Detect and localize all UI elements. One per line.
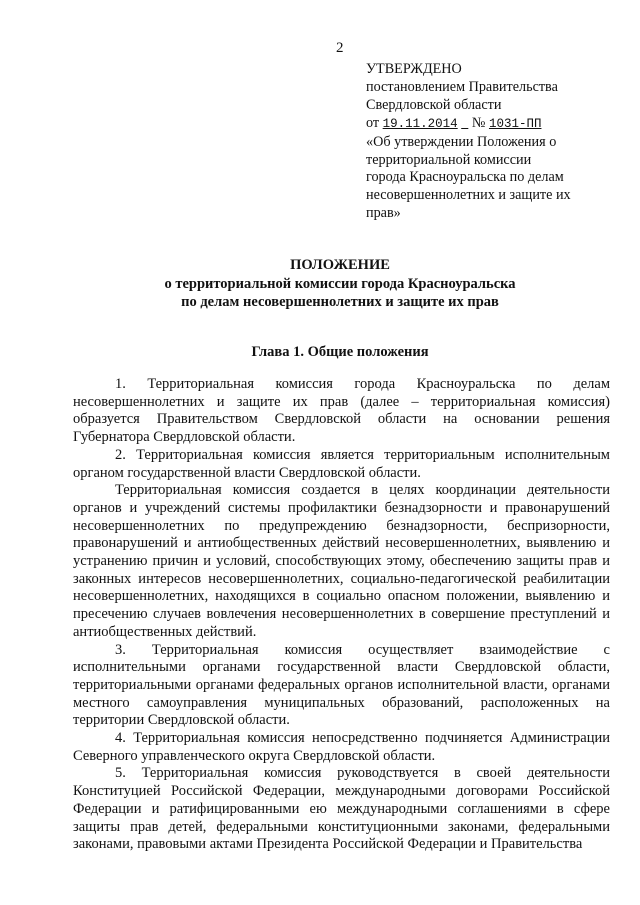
- paragraph: 2. Территориальная комиссия является территориальным исполнительным органом государственной власти Свердловской области.: [73, 446, 610, 481]
- document-body: [73, 376, 610, 854]
- approval-line-4: «Об утверждении Положения о: [366, 133, 557, 150]
- chapter-heading: Глава 1. Общие положения: [251, 344, 429, 360]
- approval-line-2: Свердловской области: [366, 96, 502, 113]
- approval-date: 19.11.2014: [382, 116, 458, 131]
- approval-block: [366, 61, 606, 223]
- paragraph: 1. Территориальная комиссия города Красноуральска по делам несовершеннолетних и защите их прав (далее – территориальная комиссия) образуется Правительством Свердловской области на основании решения Губернатора Свердловской области.: [73, 376, 610, 446]
- paragraph: 3. Территориальная комиссия осуществляет взаимодействие с исполнительными органами государственной власти Свердловской области, территориальными органами федеральных органов исполнительной власти, органами местного самоуправления муниципальных образований, расположенных на территории Свердловской области.: [73, 641, 610, 729]
- approval-line-7: несовершеннолетних и защите их: [366, 187, 571, 204]
- approval-line-5: территориальной комиссии: [366, 151, 532, 168]
- approval-line-6: города Красноуральска по делам: [366, 169, 564, 186]
- approval-date-number: [366, 115, 606, 134]
- title-line-3: по делам несовершеннолетних и защите их прав: [181, 294, 499, 310]
- approval-number: 1031-ПП: [488, 116, 542, 131]
- document-title: [70, 256, 610, 312]
- paragraph: Территориальная комиссия создается в целях координации деятельности органов и учреждений системы профилактики безнадзорности и правонарушений несовершеннолетних по предупреждению безнадзорности, беспризорности, правонарушений и антиобщественных действий несовершеннолетних, выявлению и устранению причин и условий, способствующих этому, обеспечению защиты прав и законных интересов несовершеннолетних, социально-педагогической реабилитации несовершеннолетних, находящихся в социально опасном положении, выявлению и пресечению случаев вовлечения несовершеннолетних в совершение преступлений и антиобщественных действий.: [73, 482, 610, 640]
- title-line-1: ПОЛОЖЕНИЕ: [290, 257, 390, 273]
- approval-line-8: прав»: [366, 205, 401, 222]
- paragraph: 5. Территориальная комиссия руководствуется в своей деятельности Конституцией Российской Федерации, международными договорами Российской Федерации и ратифицированными ею международными соглашениями в сфере защиты прав детей, федеральными конституционными законами, федеральными законами, правовыми актами Президента Российской Федерации и Правительства: [73, 765, 610, 853]
- approval-number-label: №: [471, 114, 486, 131]
- approval-from-label: от: [366, 114, 380, 131]
- title-line-2: о территориальной комиссии города Красноуральска: [164, 275, 516, 292]
- page-number: 2: [336, 40, 344, 56]
- paragraph: 4. Территориальная комиссия непосредственно подчиняется Администрации Северного управленческого округа Свердловской области.: [73, 730, 610, 764]
- approval-line-1: постановлением Правительства: [366, 78, 558, 95]
- approval-heading: УТВЕРЖДЕНО: [366, 61, 462, 77]
